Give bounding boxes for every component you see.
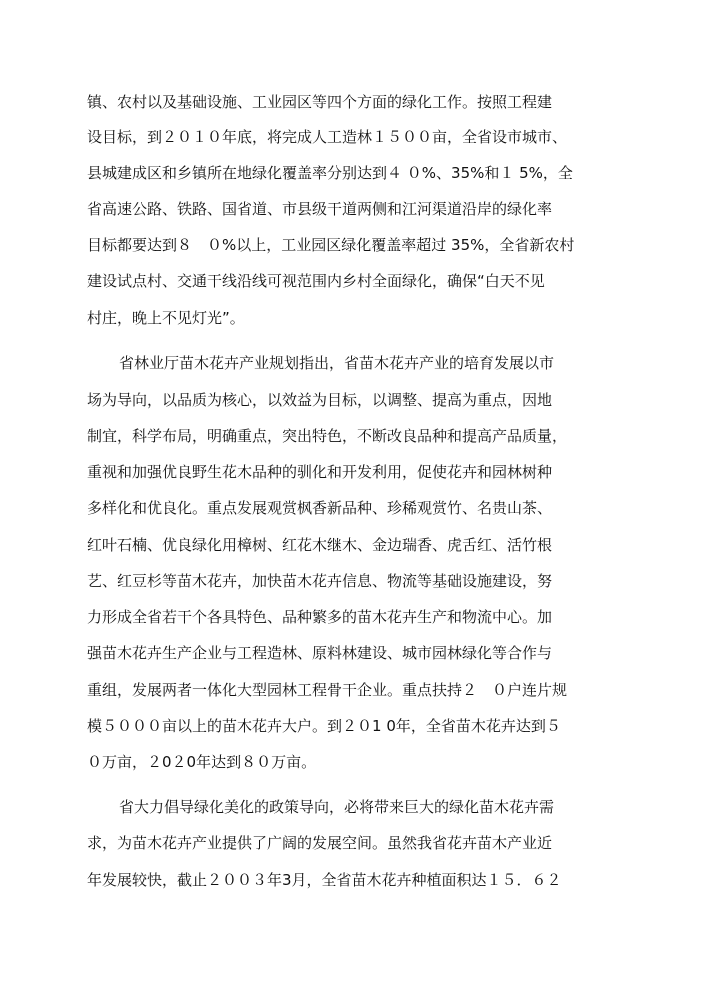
text-line [0,158,703,188]
text-line [0,638,703,668]
text-line [0,711,703,741]
text-line [0,385,703,415]
text-line-content: 村庄，晚上不见灯光”。 [87,309,245,327]
text-line-content: 省林业厅苗木花卉产业规划指出，省苗木花卉产业的培育发展以市 [119,354,555,372]
text-line-content: 省高速公路、铁路、国省道、市县级干道两侧和江河渠道沿岸的绿化率 [87,200,553,218]
text-line [0,457,703,487]
text-line-content: 制宜，科学布局，明确重点，突出特色，不断改良品种和提高产品质量， [87,427,568,445]
text-line [0,828,703,858]
text-line [0,230,703,260]
text-line-content: 艺、红豆杉等苗木花卉，加快苗木花卉信息、物流等基础设施建设，努 [87,572,553,590]
text-line-content: 目标都要达到８ ０%以上，工业园区绿化覆盖率超过 35%，全省新农村 [87,236,575,254]
text-line [0,303,703,333]
text-line-content: 多样化和优良化。重点发展观赏枫香新品种、珍稀观赏竹、名贵山茶、 [87,499,553,517]
text-line-content: 模５０００亩以上的苗木花卉大户。到２０1 0年，全省苗木花卉达到５ [87,717,561,735]
text-line-content: 红叶石楠、优良绿化用樟树、红花木继木、金边瑞香、虎舌红、活竹根 [87,536,553,554]
text-line [0,348,703,378]
text-line-content: 场为导向，以品质为核心，以效益为目标，以调整、提高为重点，因地 [87,391,553,409]
text-line [0,792,703,822]
text-line-content: ０万亩，２0２0年达到８０万亩。 [87,753,317,771]
text-line-content: 省大力倡导绿化美化的政策导向，必将带来巨大的绿化苗木花卉需 [119,798,555,816]
text-line [0,865,703,895]
text-line [0,602,703,632]
text-line-content: 县城建成区和乡镇所在地绿化覆盖率分别达到４ ０%、35%和１ 5%，全 [87,164,573,182]
text-line [0,530,703,560]
text-line-content: 重组，发展两者一体化大型园林工程骨干企业。重点扶持２ ０户连片规 [87,681,568,699]
text-line-content: 建设试点村、交通干线沿线可视范围内乡村全面绿化，确保“白天不见 [87,272,545,290]
text-line-content: 求，为苗木花卉产业提供了广阔的发展空间。虽然我省花卉苗木产业近 [87,834,553,852]
text-line [0,747,703,777]
text-line [0,266,703,296]
text-line [0,194,703,224]
text-line-content: 重视和加强优良野生花木品种的驯化和开发利用，促使花卉和园林树种 [87,463,553,481]
text-line-content: 强苗木花卉生产企业与工程造林、原料林建设、城市园林绿化等合作与 [87,644,553,662]
text-line [0,566,703,596]
text-line-content: 年发展较快，截止２００３年3月，全省苗木花卉种植面积达１５．６２ [87,871,562,889]
text-line-content: 镇、农村以及基础设施、工业园区等四个方面的绿化工作。按照工程建 [87,93,553,111]
text-line [0,87,703,117]
text-line [0,675,703,705]
text-line [0,493,703,523]
text-line-content: 设目标，到２０１０年底，将完成人工造林１５００亩，全省设市城市、 [87,128,568,146]
text-line [0,122,703,152]
text-line [0,421,703,451]
text-line-content: 力形成全省若干个各具特色、品种繁多的苗木花卉生产和物流中心。加 [87,608,553,626]
